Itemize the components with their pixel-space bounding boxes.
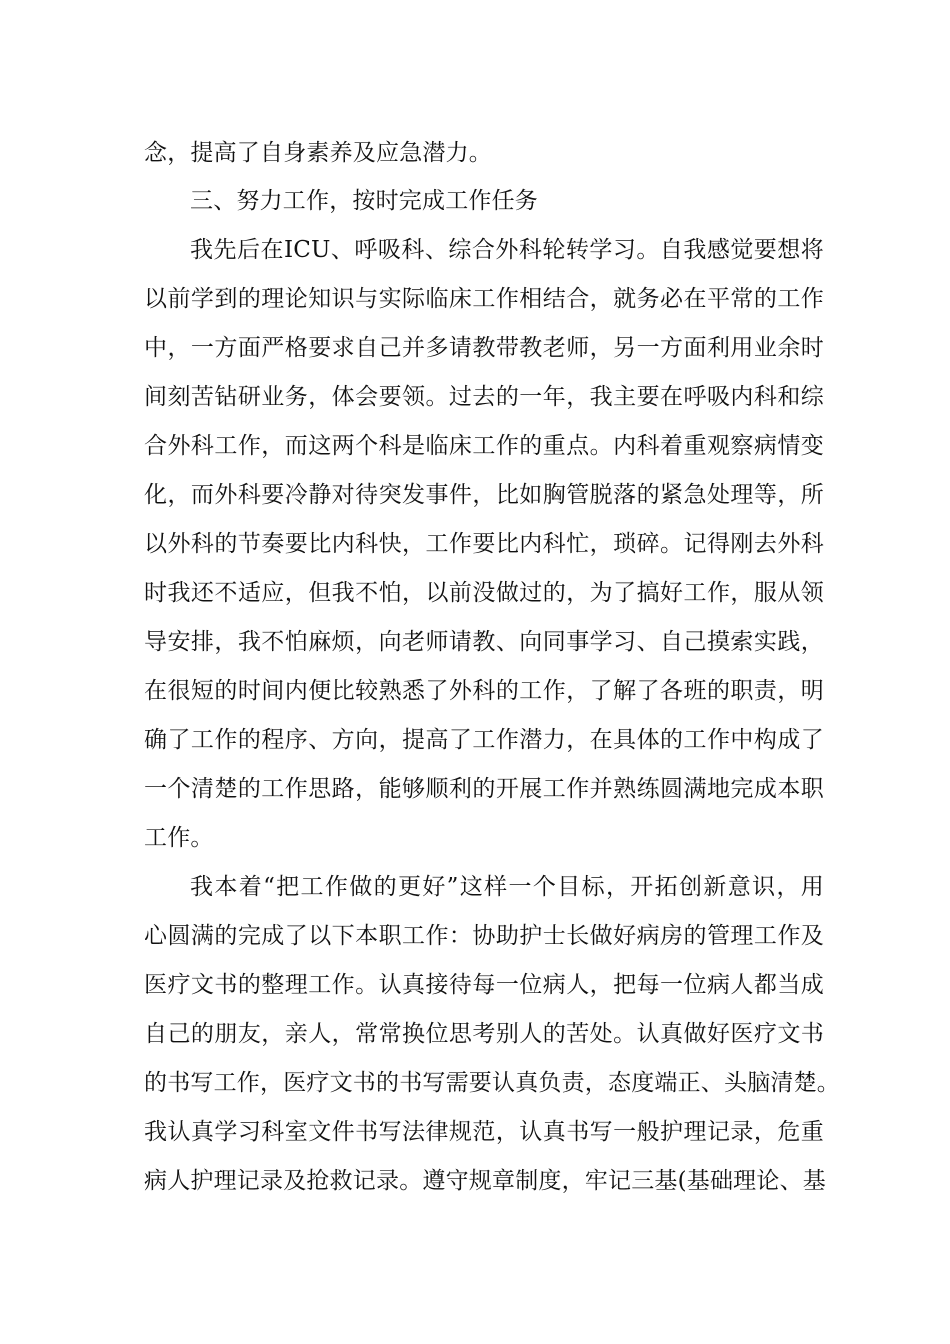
text-line: 时我还不适应，但我不怕，以前没做过的，为了搞好工作，服从领 (144, 580, 824, 606)
text-line: 间刻苦钻研业务，体会要领。过去的一年，我主要在呼吸内科和综 (144, 384, 824, 410)
text-line: 以外科的节奏要比内科快，工作要比内科忙，琐碎。记得刚去外科 (144, 531, 824, 557)
text-line: 医疗文书的整理工作。认真接待每一位病人，把每一位病人都当成 (144, 972, 824, 998)
text-line: 以前学到的理论知识与实际临床工作相结合，就务必在平常的工作 (144, 286, 824, 312)
text-line: 合外科工作，而这两个科是临床工作的重点。内科着重观察病情变 (144, 433, 824, 459)
text-line: 工作。 (144, 825, 214, 851)
text-line: 病人护理记录及抢救记录。遵守规章制度，牢记三基(基础理论、基 (144, 1168, 826, 1194)
text-line: 确了工作的程序、方向，提高了工作潜力，在具体的工作中构成了 (144, 727, 824, 753)
text-line: 我认真学习科室文件书写法律规范，认真书写一般护理记录，危重 (144, 1119, 824, 1145)
text-line: 我本着“把工作做的更好”这样一个目标，开拓创新意识，用 (190, 874, 824, 900)
text-line: 心圆满的完成了以下本职工作：协助护士长做好病房的管理工作及 (144, 923, 824, 949)
text-line: 导安排，我不怕麻烦，向老师请教、向同事学习、自己摸索实践， (144, 629, 824, 655)
text-line: 的书写工作，医疗文书的书写需要认真负责，态度端正、头脑清楚。 (144, 1070, 840, 1096)
text-line: 化，而外科要冷静对待突发事件，比如胸管脱落的紧急处理等，所 (144, 482, 824, 508)
text-line: 中，一方面严格要求自己并多请教带教老师，另一方面利用业余时 (144, 335, 824, 361)
text-line: 一个清楚的工作思路，能够顺利的开展工作并熟练圆满地完成本职 (144, 776, 824, 802)
text-line: 在很短的时间内便比较熟悉了外科的工作，了解了各班的职责，明 (144, 678, 824, 704)
text-line: 我先后在ICU、呼吸科、综合外科轮转学习。自我感觉要想将 (190, 237, 824, 263)
text-line: 自己的朋友，亲人，常常换位思考别人的苦处。认真做好医疗文书 (144, 1021, 824, 1047)
section-heading: 三、努力工作，按时完成工作任务 (190, 188, 538, 214)
text-line: 念，提高了自身素养及应急潜力。 (144, 140, 492, 166)
